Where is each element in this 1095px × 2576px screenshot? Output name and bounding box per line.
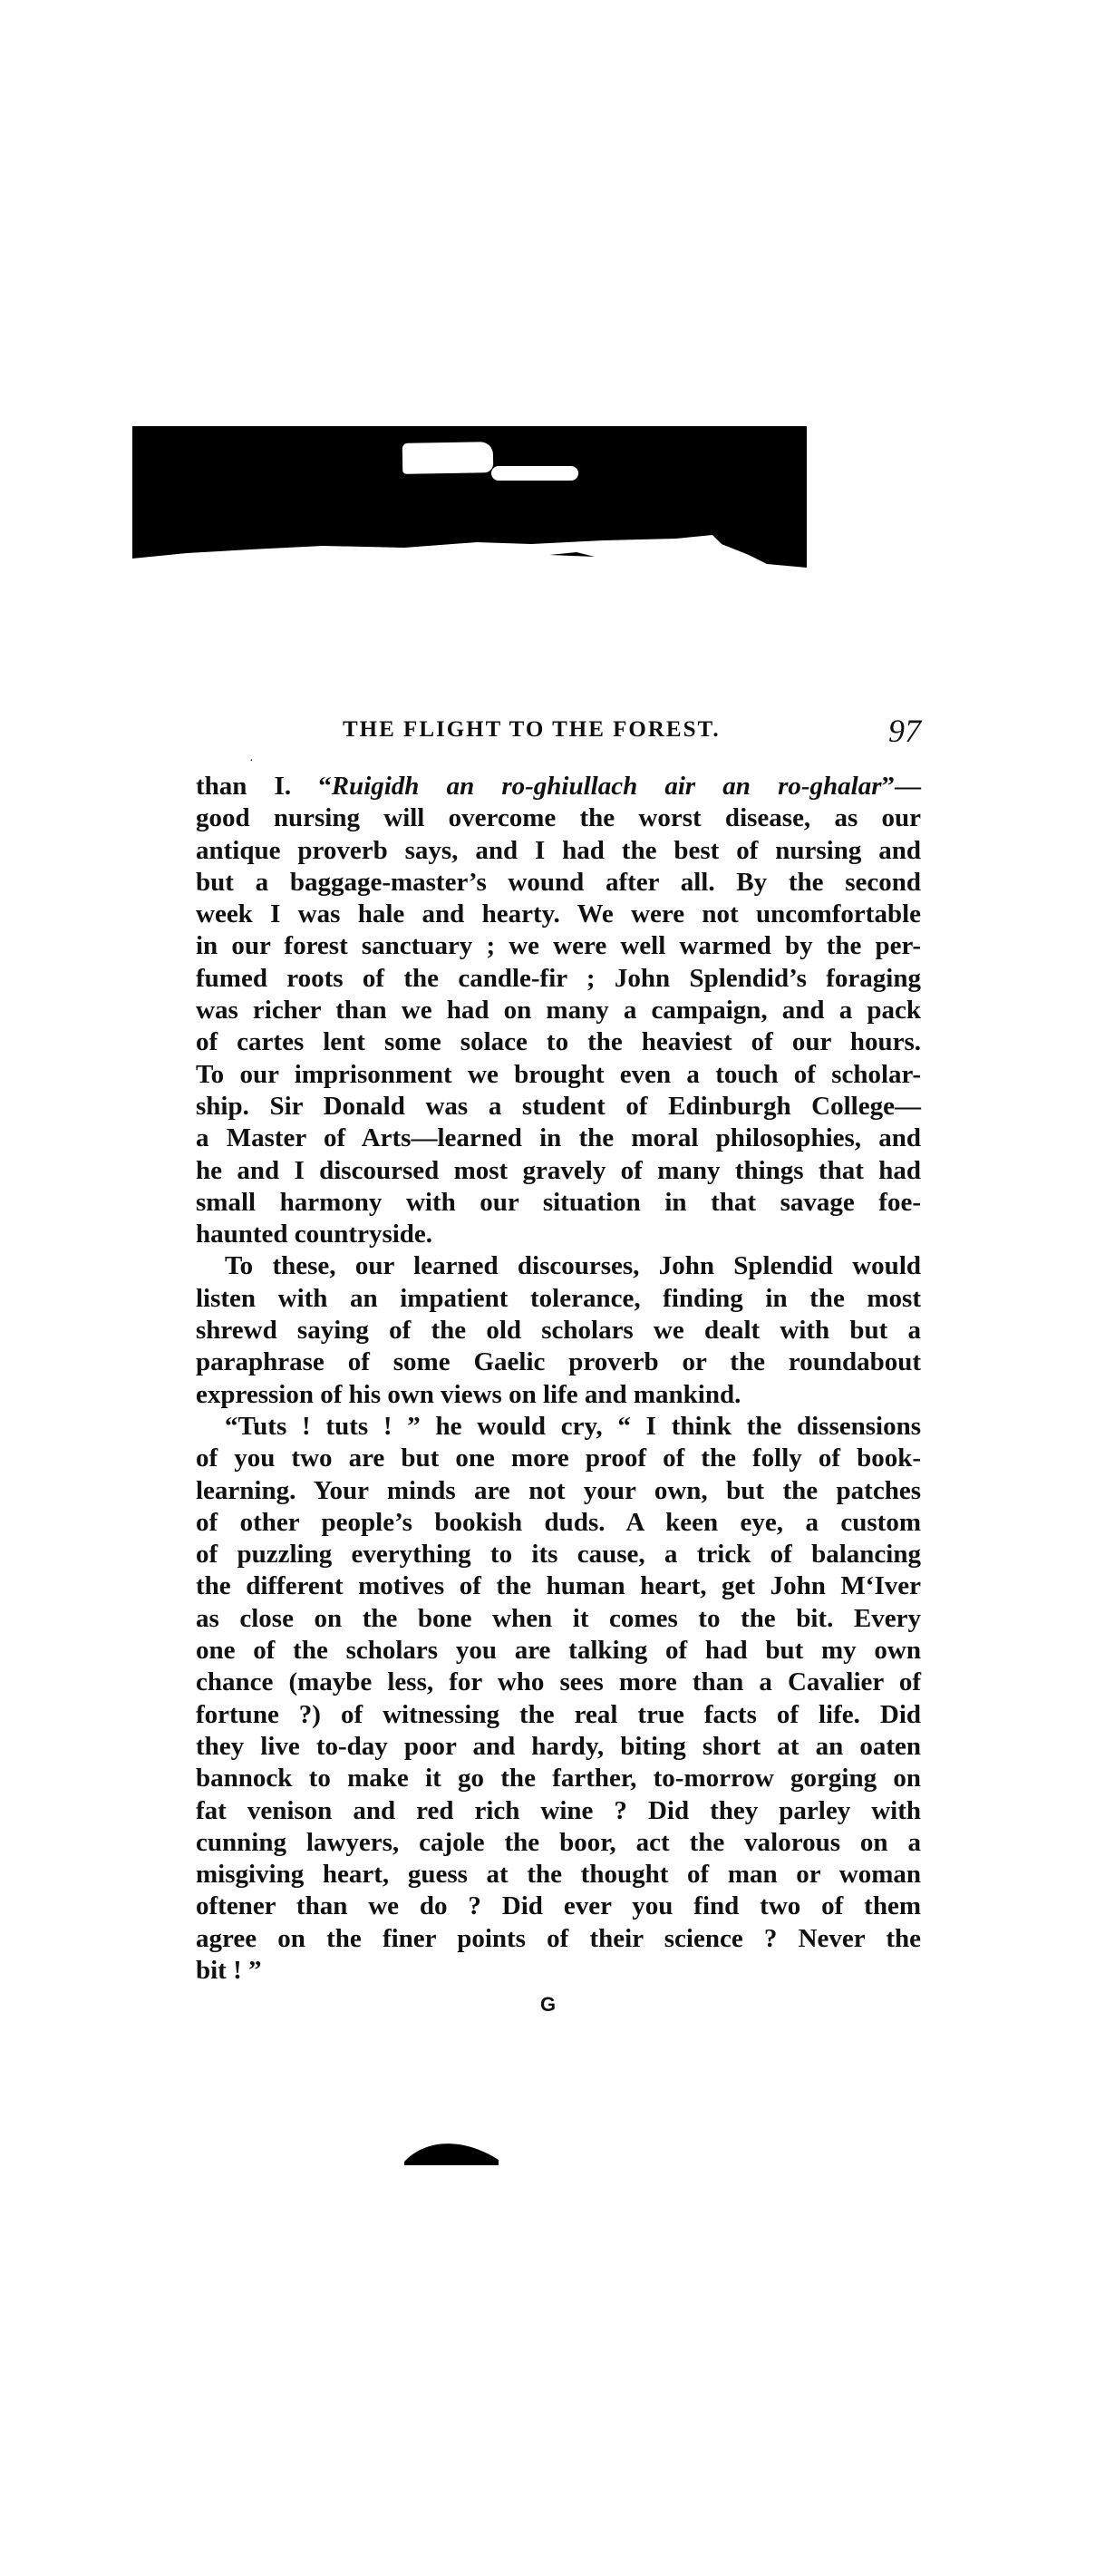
text-line: was richer than we had on many a campaign, and a pack — [196, 996, 921, 1026]
page-header — [196, 712, 921, 748]
scan-artifact-band — [132, 426, 807, 571]
text-line: bannock to make it go the farther, to-morrow gorging on — [196, 1764, 921, 1793]
text-line: week I was hale and hearty. We were not uncomfortable — [196, 899, 921, 929]
body-text — [196, 771, 921, 1987]
page-number: 97 — [888, 713, 921, 749]
text-line: antique proverb says, and I had the best of nursing and — [196, 835, 921, 865]
text-line: ship. Sir Donald was a student of Edinburgh College— — [196, 1091, 921, 1121]
scan-artifact-tear — [132, 535, 807, 571]
signature-mark: G — [540, 1993, 557, 2016]
text-line: one of the scholars you are talking of had but my own — [196, 1636, 921, 1666]
scan-artifact-blot — [402, 442, 494, 474]
text-line: he and I discoursed most gravely of many things that had — [196, 1155, 921, 1185]
text-line: the different motives of the human heart, get John M‘Iver — [196, 1571, 921, 1601]
text-line: bit ! ” — [196, 1955, 262, 1985]
text-line: To these, our learned discourses, John Splendid would — [225, 1251, 921, 1281]
text-line: small harmony with our situation in that savage foe- — [196, 1187, 921, 1217]
text-line: shrewd saying of the old scholars we dealt with but a — [196, 1316, 921, 1346]
text-line: of cartes lent some solace to the heaviest of our hours. — [196, 1027, 921, 1057]
text-line: haunted countryside. — [196, 1220, 433, 1249]
stray-dot: · — [249, 754, 254, 768]
text-line: of you two are but one more proof of the folly of book- — [196, 1444, 921, 1473]
text-line: cunning lawyers, cajole the boor, act the valorous on a — [196, 1827, 921, 1857]
text-line: paraphrase of some Gaelic proverb or the roundabout — [196, 1347, 921, 1377]
text-line: expression of his own views on life and mankind. — [196, 1379, 741, 1409]
text-line: as close on the bone when it comes to the bit. Every — [196, 1603, 921, 1633]
scan-artifact-blot — [491, 466, 578, 481]
text-line: fat venison and red rich wine ? Did they parley with — [196, 1795, 921, 1825]
text-line: but a baggage-master’s wound after all. By the second — [196, 867, 921, 897]
scan-artifact-blotch — [404, 2129, 499, 2165]
text-line: of puzzling everything to its cause, a trick of balancing — [196, 1540, 921, 1570]
text-line: a Master of Arts—learned in the moral philosophies, and — [196, 1123, 921, 1153]
text-line: of other people’s bookish duds. A keen eye, a custom — [196, 1507, 921, 1537]
text-line: listen with an impatient tolerance, finding in the most — [196, 1283, 921, 1313]
text-line: fortune ?) of witnessing the real true facts of life. Did — [196, 1699, 921, 1729]
text-line: To our imprisonment we brought even a touch of scholar- — [196, 1059, 921, 1089]
text-line: “Tuts ! tuts ! ” he would cry, “ I think the dissensions — [225, 1411, 921, 1441]
text-line: than I. “Ruigidh an ro-ghiullach air an ro-ghalar”— — [196, 772, 921, 801]
running-head: THE FLIGHT TO THE FOREST. — [343, 717, 721, 742]
text-line: oftener than we do ? Did ever you find two of them — [196, 1891, 921, 1921]
text-line: agree on the finer points of their science ? Never the — [196, 1923, 921, 1953]
text-line: they live to-day poor and hardy, biting short at an oaten — [196, 1731, 921, 1761]
text-line: chance (maybe less, for who sees more than a Cavalier of — [196, 1667, 921, 1697]
text-line: good nursing will overcome the worst disease, as our — [196, 803, 921, 833]
text-line: in our forest sanctuary ; we were well warmed by the per- — [196, 931, 921, 961]
text-line: learning. Your minds are not your own, but the patches — [196, 1475, 921, 1505]
text-line: misgiving heart, guess at the thought of man or woman — [196, 1860, 921, 1890]
text-line: fumed roots of the candle-fir ; John Splendid’s foraging — [196, 963, 921, 993]
